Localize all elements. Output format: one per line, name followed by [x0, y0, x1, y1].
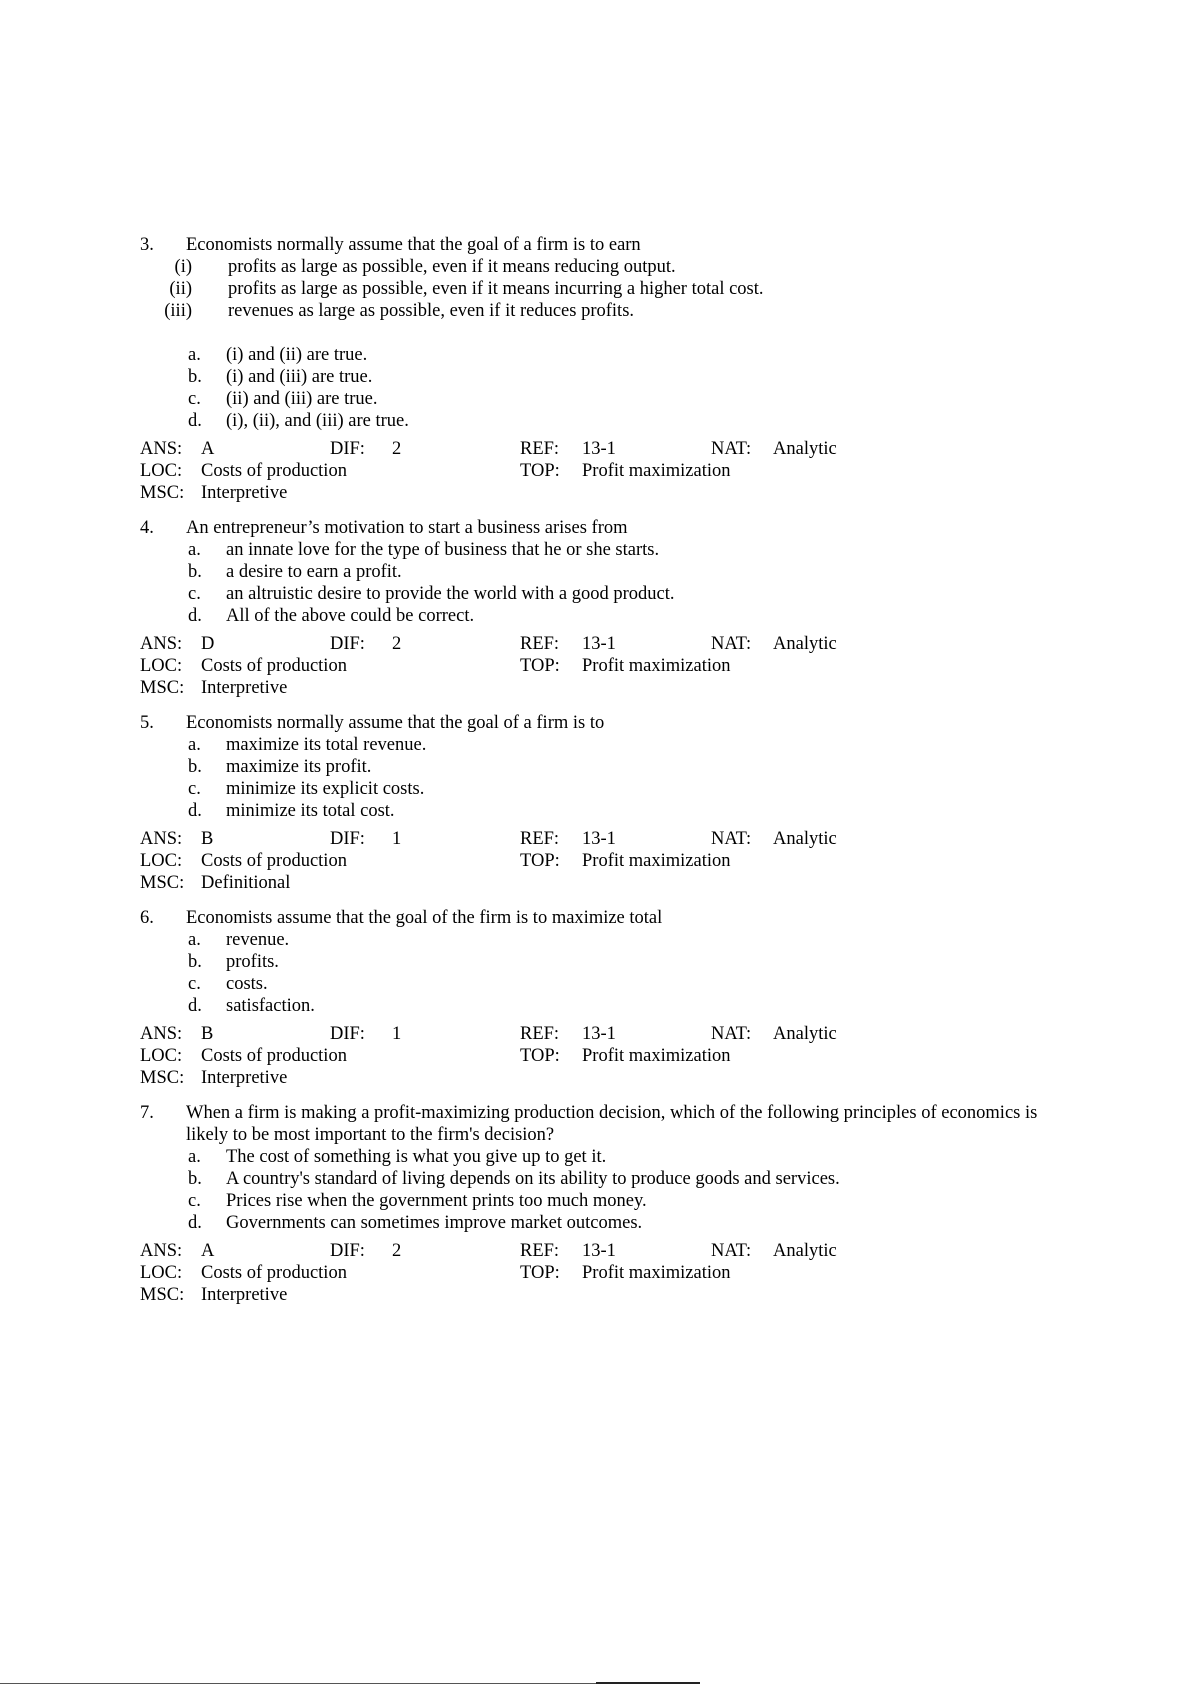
answer-choice	[140, 410, 1060, 432]
top-value: Profit maximization	[582, 1263, 731, 1283]
choice-text: Prices rise when the government prints too much money.	[226, 1191, 647, 1211]
choice-text: Governments can sometimes improve market outcomes.	[226, 1213, 643, 1233]
dif-value: 2	[392, 634, 402, 654]
ans-value: D	[201, 634, 215, 654]
msc-value: Interpretive	[201, 678, 288, 698]
choice-text: satisfaction.	[226, 996, 315, 1016]
msc-value: Interpretive	[201, 483, 288, 503]
ans-label: ANS:	[140, 634, 183, 654]
loc-value: Costs of production	[201, 851, 347, 871]
top-label: TOP:	[520, 1046, 560, 1066]
statement-text: revenues as large as possible, even if it reduces profits.	[228, 301, 635, 321]
choice-letter: a.	[188, 540, 201, 560]
answer-metadata	[140, 828, 1060, 894]
choice-text: (ii) and (iii) are true.	[226, 389, 378, 409]
loc-label: LOC:	[140, 656, 183, 676]
choice-letter: b.	[188, 367, 202, 387]
answer-choices	[140, 734, 1060, 822]
choice-letter: c.	[188, 584, 201, 604]
answer-choices	[140, 929, 1060, 1017]
choice-text: (i) and (ii) are true.	[226, 345, 368, 365]
ans-label: ANS:	[140, 1241, 183, 1261]
nat-label: NAT:	[711, 829, 752, 849]
choice-letter: b.	[188, 562, 202, 582]
choice-letter: a.	[188, 735, 201, 755]
choice-letter: d.	[188, 1213, 202, 1233]
nat-label: NAT:	[711, 1024, 752, 1044]
question-number: 7.	[140, 1103, 154, 1123]
question-text: Economists normally assume that the goal of a firm is to	[186, 713, 605, 733]
msc-label: MSC:	[140, 1068, 185, 1088]
answer-choice	[140, 1212, 1060, 1234]
answer-metadata	[140, 1240, 1060, 1306]
question-text: Economists assume that the goal of the firm is to maximize total	[186, 908, 663, 928]
statement	[140, 300, 1060, 322]
choice-letter: d.	[188, 801, 202, 821]
answer-choice	[140, 929, 1060, 951]
ref-value: 13-1	[582, 634, 616, 654]
choice-letter: b.	[188, 1169, 202, 1189]
question-stem	[140, 907, 1060, 929]
dif-label: DIF:	[330, 634, 365, 654]
statement-text: profits as large as possible, even if it means incurring a higher total cost.	[228, 279, 764, 299]
answer-choice	[140, 366, 1060, 388]
question-list	[140, 234, 1060, 1306]
question-stem	[140, 712, 1060, 734]
loc-label: LOC:	[140, 1046, 183, 1066]
answer-metadata	[140, 1023, 1060, 1089]
choice-letter: d.	[188, 996, 202, 1016]
loc-value: Costs of production	[201, 656, 347, 676]
ref-value: 13-1	[582, 1024, 616, 1044]
top-label: TOP:	[520, 461, 560, 481]
top-value: Profit maximization	[582, 851, 731, 871]
dif-value: 2	[392, 1241, 402, 1261]
ref-value: 13-1	[582, 829, 616, 849]
question-6	[140, 907, 1060, 1089]
choice-letter: d.	[188, 411, 202, 431]
top-value: Profit maximization	[582, 656, 731, 676]
dif-value: 2	[392, 439, 402, 459]
choice-letter: a.	[188, 930, 201, 950]
nat-value: Analytic	[773, 1241, 837, 1261]
choice-text: minimize its explicit costs.	[226, 779, 425, 799]
dif-label: DIF:	[330, 1241, 365, 1261]
msc-value: Definitional	[201, 873, 291, 893]
msc-value: Interpretive	[201, 1285, 288, 1305]
ans-label: ANS:	[140, 829, 183, 849]
choice-text: costs.	[226, 974, 268, 994]
statement-number: (i)	[174, 257, 192, 277]
question-number: 4.	[140, 518, 154, 538]
question-number: 5.	[140, 713, 154, 733]
ans-value: B	[201, 829, 214, 849]
ans-value: B	[201, 1024, 214, 1044]
top-label: TOP:	[520, 1263, 560, 1283]
msc-label: MSC:	[140, 678, 185, 698]
ref-label: REF:	[520, 634, 560, 654]
answer-choice	[140, 583, 1060, 605]
statement	[140, 278, 1060, 300]
answer-choice	[140, 1146, 1060, 1168]
question-4	[140, 517, 1060, 699]
nat-value: Analytic	[773, 829, 837, 849]
ans-value: A	[201, 1241, 215, 1261]
statement-text: profits as large as possible, even if it means reducing output.	[228, 257, 676, 277]
answer-choice	[140, 561, 1060, 583]
answer-choice	[140, 734, 1060, 756]
answer-choices	[140, 344, 1060, 432]
question-text: Economists normally assume that the goal of a firm is to earn	[186, 235, 641, 255]
top-label: TOP:	[520, 851, 560, 871]
answer-choice	[140, 778, 1060, 800]
answer-choice	[140, 1190, 1060, 1212]
answer-choice	[140, 973, 1060, 995]
ans-value: A	[201, 439, 215, 459]
question-7	[140, 1102, 1060, 1306]
choice-letter: a.	[188, 1147, 201, 1167]
question-number: 6.	[140, 908, 154, 928]
ref-value: 13-1	[582, 1241, 616, 1261]
ref-value: 13-1	[582, 439, 616, 459]
statement	[140, 256, 1060, 278]
choice-text: A country's standard of living depends on its ability to produce goods and services.	[226, 1169, 840, 1189]
choice-text: an innate love for the type of business that he or she starts.	[226, 540, 660, 560]
question-text: When a firm is making a profit-maximizing production decision, which of the following principles of economics is likely to be most important to the firm's decision?	[186, 1103, 1038, 1145]
loc-value: Costs of production	[201, 1046, 347, 1066]
nat-value: Analytic	[773, 1024, 837, 1044]
choice-letter: a.	[188, 345, 201, 365]
msc-label: MSC:	[140, 483, 185, 503]
nat-value: Analytic	[773, 439, 837, 459]
answer-choice	[140, 605, 1060, 627]
question-stem	[140, 517, 1060, 539]
answer-choice	[140, 951, 1060, 973]
loc-label: LOC:	[140, 851, 183, 871]
answer-choice	[140, 800, 1060, 822]
choice-text: (i) and (iii) are true.	[226, 367, 373, 387]
nat-label: NAT:	[711, 1241, 752, 1261]
dif-value: 1	[392, 1024, 402, 1044]
ref-label: REF:	[520, 829, 560, 849]
ref-label: REF:	[520, 1241, 560, 1261]
top-value: Profit maximization	[582, 461, 731, 481]
ans-label: ANS:	[140, 439, 183, 459]
loc-label: LOC:	[140, 1263, 183, 1283]
loc-value: Costs of production	[201, 1263, 347, 1283]
nat-value: Analytic	[773, 634, 837, 654]
nat-label: NAT:	[711, 439, 752, 459]
choice-letter: c.	[188, 389, 201, 409]
statement-number: (iii)	[164, 301, 192, 321]
question-stem	[140, 1102, 1060, 1146]
footer-rule	[0, 1683, 700, 1684]
answer-choice	[140, 995, 1060, 1017]
loc-label: LOC:	[140, 461, 183, 481]
answer-choice	[140, 756, 1060, 778]
top-label: TOP:	[520, 656, 560, 676]
ref-label: REF:	[520, 439, 560, 459]
answer-choices	[140, 1146, 1060, 1234]
question-stem	[140, 234, 1060, 256]
question-5	[140, 712, 1060, 894]
answer-choice	[140, 388, 1060, 410]
choice-text: (i), (ii), and (iii) are true.	[226, 411, 409, 431]
msc-label: MSC:	[140, 873, 185, 893]
top-value: Profit maximization	[582, 1046, 731, 1066]
msc-label: MSC:	[140, 1285, 185, 1305]
question-3	[140, 234, 1060, 504]
answer-metadata	[140, 438, 1060, 504]
choice-text: revenue.	[226, 930, 290, 950]
dif-label: DIF:	[330, 439, 365, 459]
choice-letter: b.	[188, 757, 202, 777]
choice-text: The cost of something is what you give up to get it.	[226, 1147, 607, 1167]
choice-text: profits.	[226, 952, 279, 972]
question-number: 3.	[140, 235, 154, 255]
question-text: An entrepreneur’s motivation to start a business arises from	[186, 518, 628, 538]
answer-choices	[140, 539, 1060, 627]
choice-letter: b.	[188, 952, 202, 972]
choice-text: maximize its profit.	[226, 757, 372, 777]
choice-text: maximize its total revenue.	[226, 735, 427, 755]
choice-text: minimize its total cost.	[226, 801, 395, 821]
dif-label: DIF:	[330, 829, 365, 849]
answer-metadata	[140, 633, 1060, 699]
choice-letter: c.	[188, 974, 201, 994]
answer-choice	[140, 344, 1060, 366]
choice-letter: d.	[188, 606, 202, 626]
nat-label: NAT:	[711, 634, 752, 654]
statement-number: (ii)	[169, 279, 192, 299]
ref-label: REF:	[520, 1024, 560, 1044]
choice-text: All of the above could be correct.	[226, 606, 475, 626]
dif-label: DIF:	[330, 1024, 365, 1044]
loc-value: Costs of production	[201, 461, 347, 481]
answer-choice	[140, 1168, 1060, 1190]
answer-choice	[140, 539, 1060, 561]
choice-text: an altruistic desire to provide the world with a good product.	[226, 584, 675, 604]
ans-label: ANS:	[140, 1024, 183, 1044]
footer-rule-accent	[596, 1682, 700, 1684]
choice-letter: c.	[188, 779, 201, 799]
choice-text: a desire to earn a profit.	[226, 562, 402, 582]
dif-value: 1	[392, 829, 402, 849]
msc-value: Interpretive	[201, 1068, 288, 1088]
choice-letter: c.	[188, 1191, 201, 1211]
